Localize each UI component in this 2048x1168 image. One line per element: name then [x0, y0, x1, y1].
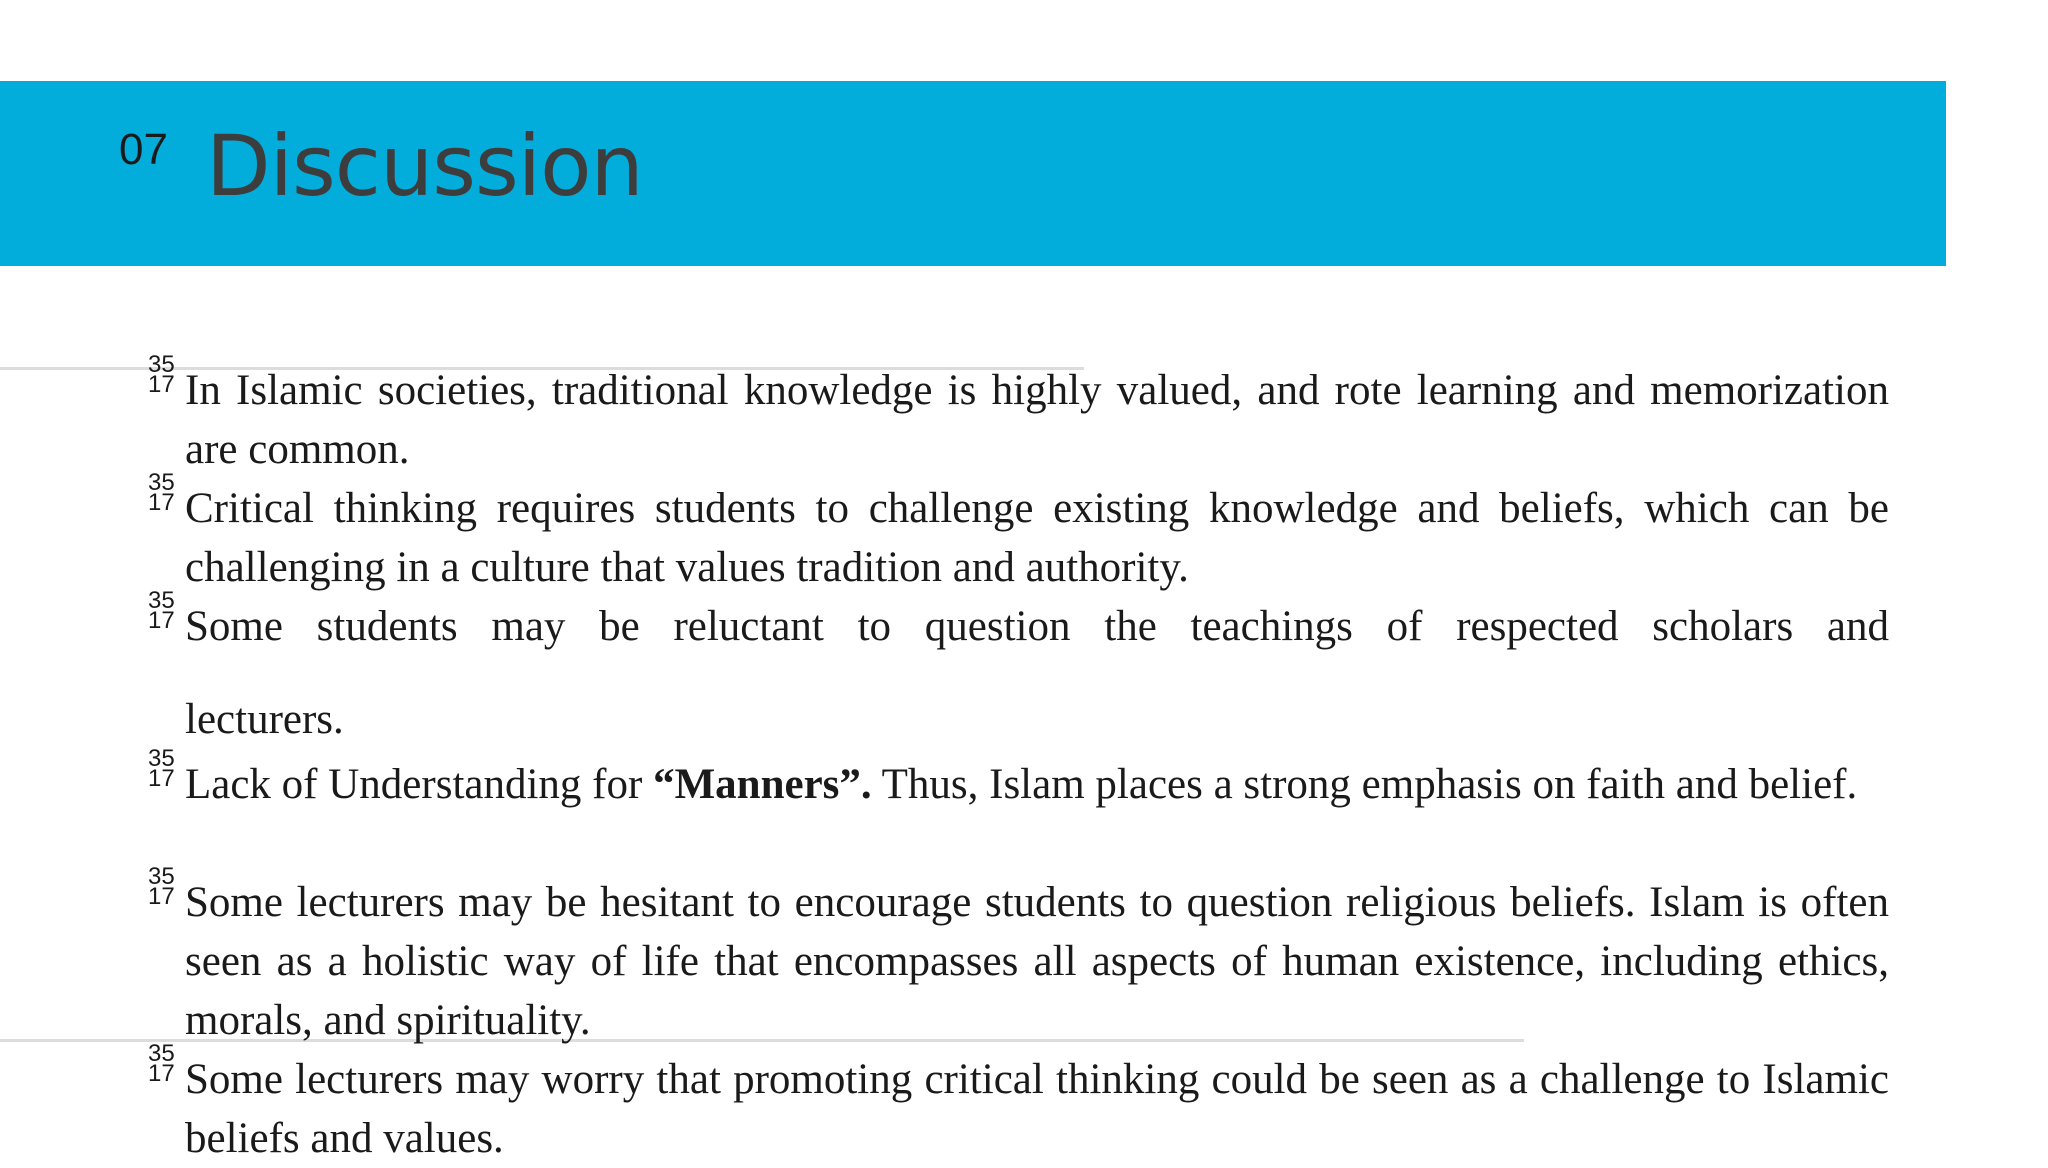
bullet-marker-icon: 35 17: [148, 587, 175, 634]
bullet-text-line-2: lecturers.: [185, 696, 344, 743]
bullet-text-plain: Lack of Understanding for: [185, 761, 654, 808]
slide-title: Discussion: [206, 117, 643, 215]
bullet-text: Critical thinking requires students to challenge existing knowledge and beliefs, which can be challenging in a culture that values tradition and authority.: [185, 485, 1889, 591]
section-number: 07: [119, 125, 168, 174]
bullet-text-line-1: Some students may be reluctant to question the teachings of respected scholars and: [185, 603, 1889, 650]
bullet-text: Some lecturers may be hesitant to encourage students to question religious beliefs. Islam is often seen as a holistic way of life that encompasses all aspects of human existence, including ethics, morals, and spirituality.: [185, 879, 1889, 1044]
bullet-text: Some lecturers may worry that promoting critical thinking could be seen as a challenge to Islamic beliefs and values.: [185, 1056, 1889, 1162]
bullet-marker-icon: 35 17: [148, 863, 175, 910]
bullet-marker-icon: 35 17: [148, 745, 175, 792]
bullet-text-plain: Thus, Islam places a strong emphasis on faith and belief.: [871, 761, 1858, 808]
bullet-text: In Islamic societies, traditional knowledge is highly valued, and rote learning and memorization are common.: [185, 367, 1889, 473]
bullet-marker-icon: 35 17: [148, 1040, 175, 1087]
bullet-marker-icon: 35 17: [148, 351, 175, 398]
bullet-marker-icon: 35 17: [148, 469, 175, 516]
bullet-text: [185, 755, 1889, 814]
bullet-text-bold: “Manners”.: [653, 761, 872, 808]
